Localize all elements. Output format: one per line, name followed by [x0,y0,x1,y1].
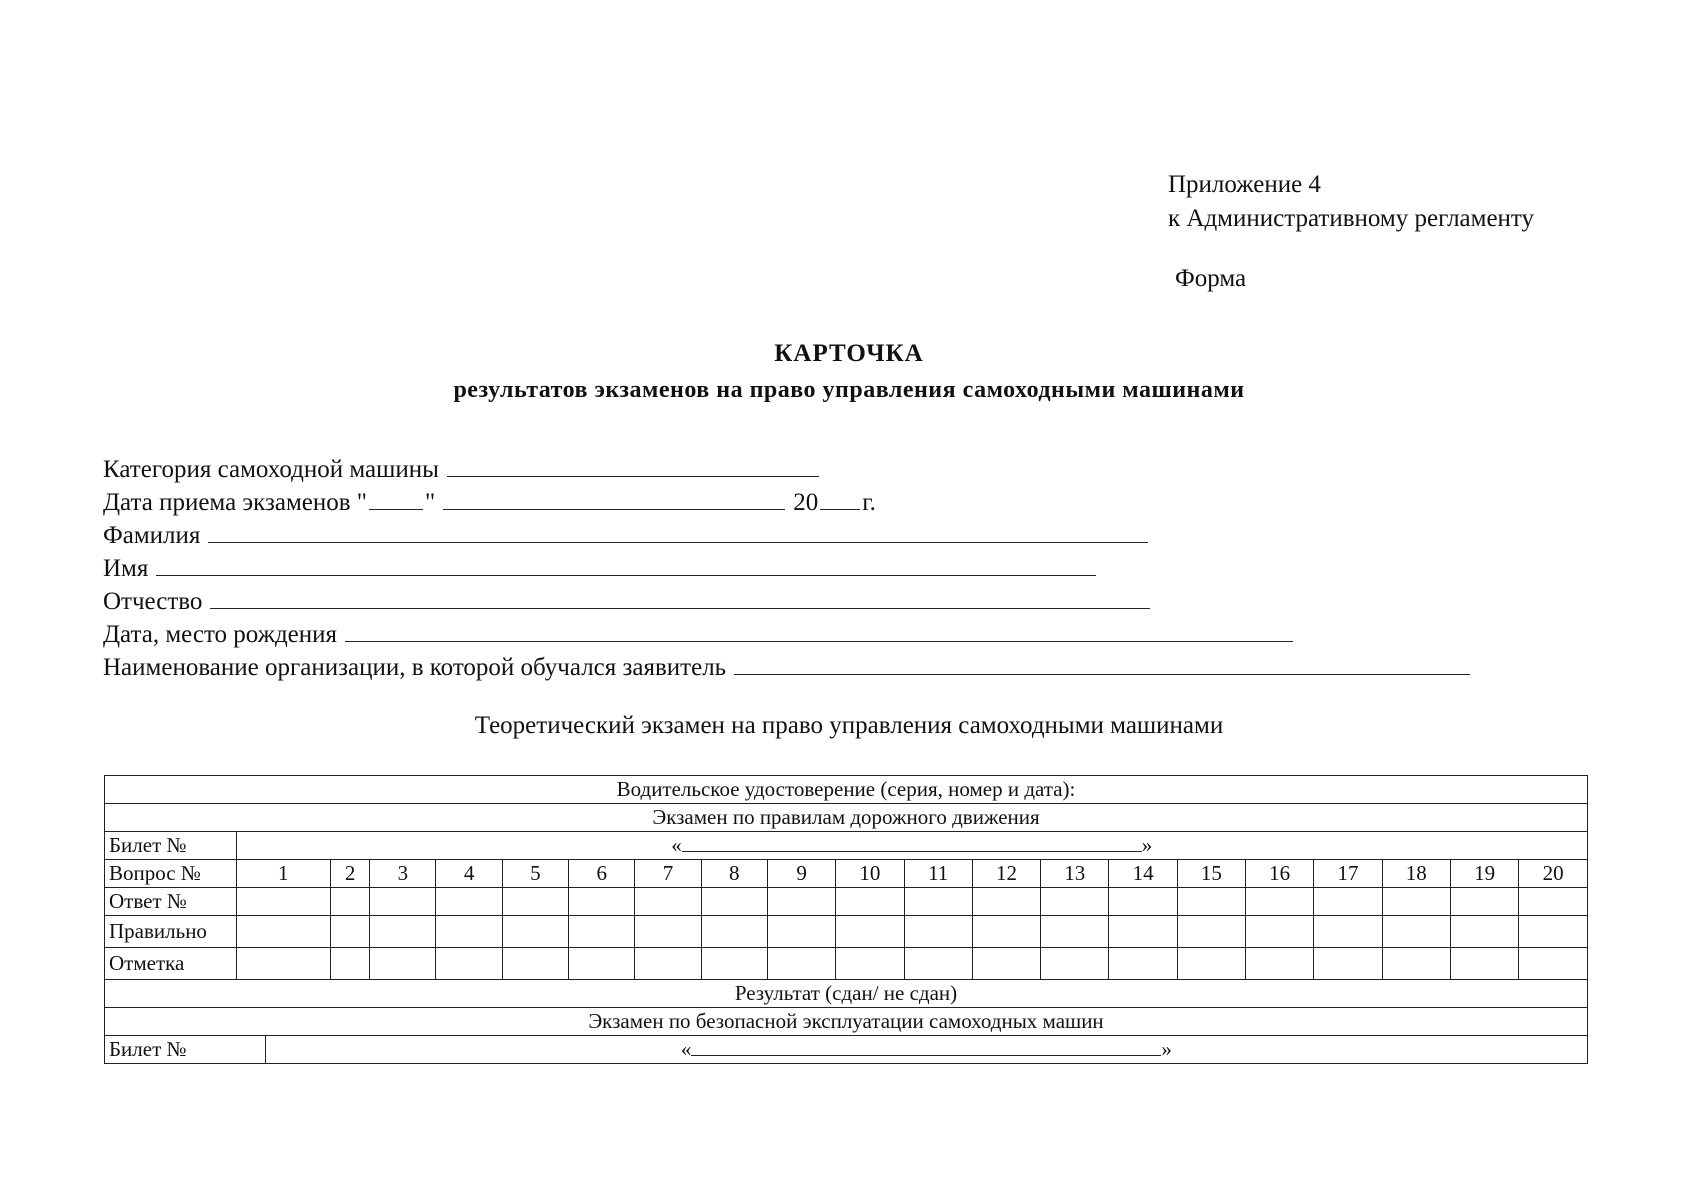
mark-cell[interactable] [1109,948,1177,980]
answer-cell[interactable] [767,888,835,916]
answer-cell[interactable] [569,888,635,916]
birth-blank[interactable] [345,617,1293,642]
mark-cell[interactable] [1041,948,1109,980]
result-row: Результат (сдан/ не сдан) [105,980,1588,1008]
answer-cell[interactable] [1450,888,1518,916]
exam-results-table [104,775,1588,1064]
question-number: 18 [1382,860,1450,888]
ticket-label-2: Билет № [105,1036,266,1064]
form-label: Форма [1175,265,1247,292]
answer-cell[interactable] [331,888,370,916]
document-title: КАРТОЧКА [774,340,924,367]
safety-exam-header: Экзамен по безопасной эксплуатации самоходных машин [105,1008,1588,1036]
correct-cell[interactable] [1450,916,1518,948]
question-number: 5 [502,860,568,888]
correct-cell[interactable] [635,916,701,948]
mark-row [105,948,1588,980]
question-number: 8 [701,860,767,888]
correct-cell[interactable] [904,916,972,948]
organization-blank[interactable] [734,650,1470,675]
correct-cell[interactable] [1041,916,1109,948]
quote-close: » [1141,833,1153,857]
surname-label: Фамилия [103,522,201,549]
quote-open: « [671,833,682,857]
correct-cell[interactable] [569,916,635,948]
category-field [103,452,819,484]
quote-close: » [1161,1037,1172,1061]
correct-cell[interactable] [1246,916,1314,948]
answer-cell[interactable] [370,888,436,916]
correct-cell[interactable] [1314,916,1382,948]
mark-cell[interactable] [1246,948,1314,980]
correct-cell[interactable] [972,916,1040,948]
ticket-blank-2[interactable] [691,1037,1161,1056]
question-number: 2 [331,860,370,888]
mark-cell[interactable] [1519,948,1588,980]
question-number: 3 [370,860,436,888]
question-row [105,860,1588,888]
surname-field [103,518,1148,550]
exam-year-prefix: 20 [793,489,819,516]
category-blank[interactable] [447,452,819,477]
correct-row [105,916,1588,948]
correct-cell[interactable] [502,916,568,948]
ticket-value-cell[interactable] [236,832,1587,860]
answer-cell[interactable] [972,888,1040,916]
answer-cell[interactable] [502,888,568,916]
mark-cell[interactable] [331,948,370,980]
correct-cell[interactable] [331,916,370,948]
question-number: 13 [1041,860,1109,888]
answer-label: Ответ № [105,888,237,916]
question-number: 9 [767,860,835,888]
question-number: 7 [635,860,701,888]
exam-date-label: Дата приема экзаменов " [103,489,368,516]
organization-label: Наименование организации, в которой обучался заявитель [103,654,727,681]
quote-open: « [680,1037,692,1061]
document-subtitle: результатов экзаменов на право управления самоходными машинами [453,377,1245,403]
mark-cell[interactable] [1450,948,1518,980]
answer-cell[interactable] [436,888,502,916]
surname-blank[interactable] [208,518,1148,543]
name-label: Имя [103,555,149,582]
correct-cell[interactable] [701,916,767,948]
birth-field [103,617,1293,649]
mark-cell[interactable] [502,948,568,980]
answer-cell[interactable] [1382,888,1450,916]
question-number: 15 [1177,860,1245,888]
answer-cell[interactable] [701,888,767,916]
exam-day-blank[interactable] [369,485,423,510]
question-number: 19 [1450,860,1518,888]
mark-cell[interactable] [972,948,1040,980]
answer-cell[interactable] [1246,888,1314,916]
correct-cell[interactable] [1519,916,1588,948]
answer-cell[interactable] [635,888,701,916]
question-number: 17 [1314,860,1382,888]
appendix-number: Приложение 4 [1168,171,1321,198]
question-number: 11 [904,860,972,888]
question-number: 12 [972,860,1040,888]
correct-cell[interactable] [370,916,436,948]
category-label: Категория самоходной машины [103,456,439,483]
exam-date-field [103,485,876,517]
appendix-reference: к Административному регламенту [1168,205,1535,232]
exam-year-blank[interactable] [820,485,860,510]
answer-cell[interactable] [836,888,904,916]
section-title: Теоретический экзамен на право управления самоходными машинами [474,712,1224,739]
name-field [103,551,1096,583]
mark-cell[interactable] [1314,948,1382,980]
ticket-value-cell-2[interactable] [265,1036,1587,1064]
mark-cell[interactable] [1177,948,1245,980]
exam-year-suffix: г. [862,489,876,516]
question-number: 16 [1246,860,1314,888]
appendix-block [1168,168,1534,236]
question-number: 6 [569,860,635,888]
patronymic-field [103,584,1150,616]
answer-cell[interactable] [1041,888,1109,916]
answer-cell[interactable] [236,888,330,916]
correct-cell[interactable] [1382,916,1450,948]
answer-cell[interactable] [1177,888,1245,916]
question-number: 20 [1519,860,1588,888]
mark-cell[interactable] [904,948,972,980]
mark-cell[interactable] [1382,948,1450,980]
answer-cell[interactable] [904,888,972,916]
mark-cell[interactable] [701,948,767,980]
mark-cell[interactable] [836,948,904,980]
license-row: Водительское удостоверение (серия, номер и дата): [105,776,1588,804]
answer-cell[interactable] [1314,888,1382,916]
ticket-blank[interactable] [682,833,1142,852]
name-blank[interactable] [156,551,1096,576]
mark-cell[interactable] [767,948,835,980]
mark-cell[interactable] [236,948,330,980]
question-number: 1 [236,860,330,888]
birth-label: Дата, место рождения [103,621,338,648]
question-number: 10 [836,860,904,888]
exam-date-quote: " [425,489,436,516]
question-label: Вопрос № [105,860,237,888]
question-number: 4 [436,860,502,888]
answer-cell[interactable] [1109,888,1177,916]
correct-cell[interactable] [1109,916,1177,948]
correct-label: Правильно [105,916,237,948]
mark-cell[interactable] [569,948,635,980]
answer-row [105,888,1588,916]
correct-cell[interactable] [836,916,904,948]
traffic-exam-header: Экзамен по правилам дорожного движения [105,804,1588,832]
correct-cell[interactable] [436,916,502,948]
exam-month-blank[interactable] [443,485,785,510]
patronymic-blank[interactable] [210,584,1150,609]
mark-label: Отметка [105,948,237,980]
question-number: 14 [1109,860,1177,888]
correct-cell[interactable] [767,916,835,948]
correct-cell[interactable] [236,916,330,948]
mark-cell[interactable] [436,948,502,980]
patronymic-label: Отчество [103,588,203,615]
answer-cell[interactable] [1519,888,1588,916]
mark-cell[interactable] [370,948,436,980]
organization-field [103,650,1470,682]
mark-cell[interactable] [635,948,701,980]
ticket-label: Билет № [105,832,237,860]
correct-cell[interactable] [1177,916,1245,948]
